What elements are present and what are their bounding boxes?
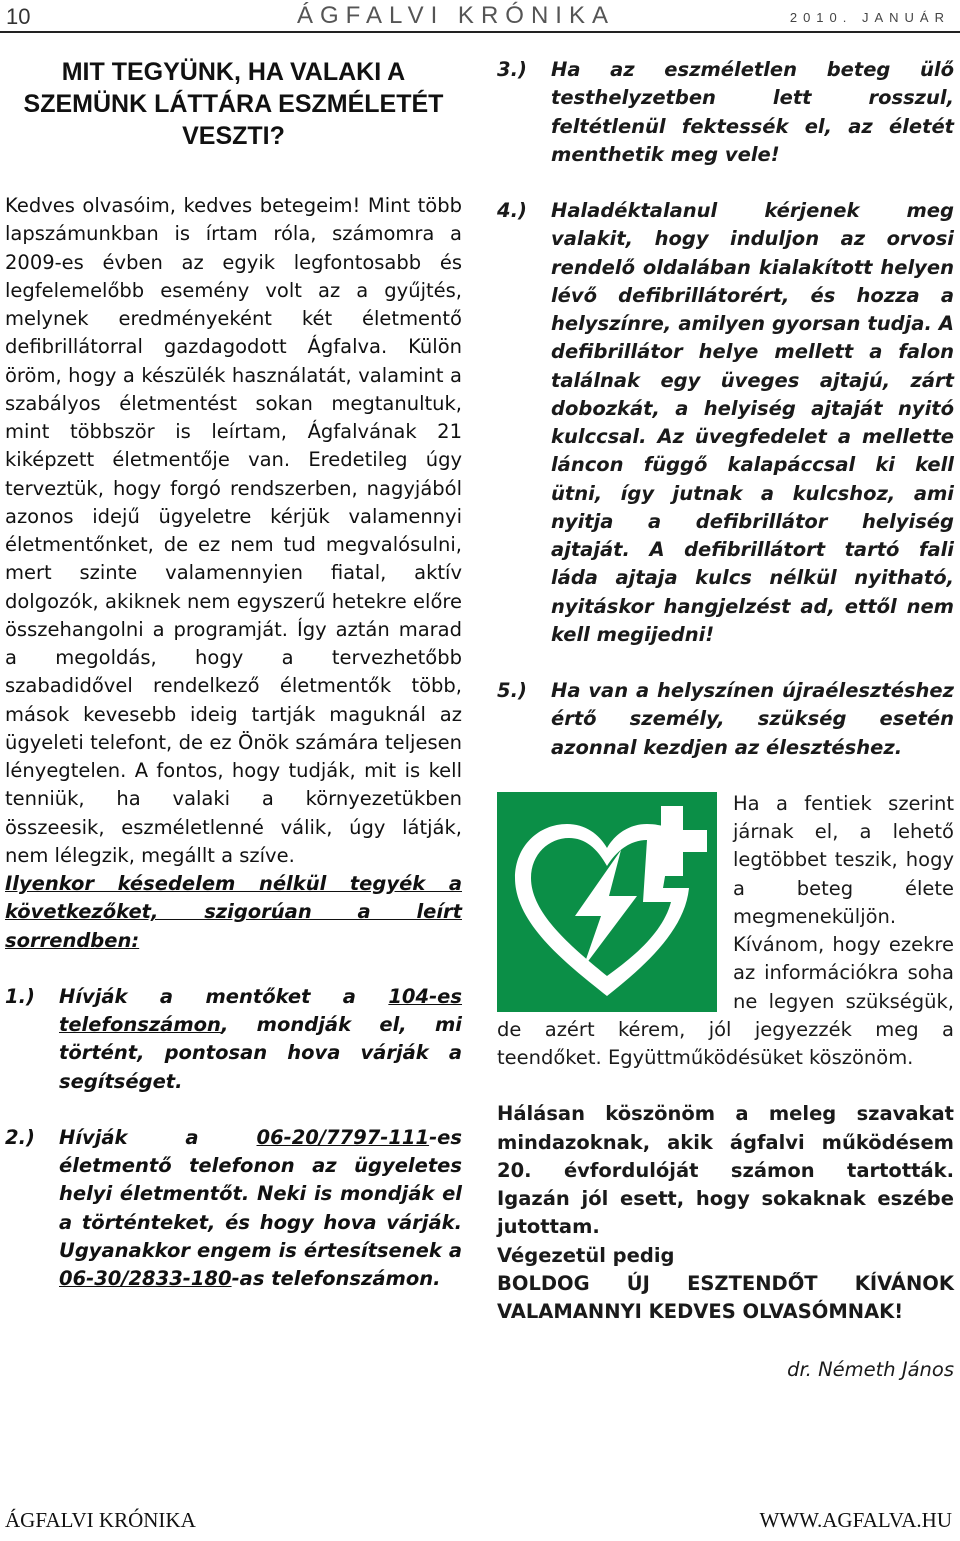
- lifesaver-phone: 06-20/7797-111: [256, 1125, 430, 1149]
- step-number: 1.): [5, 984, 35, 1008]
- aed-symbol: [497, 792, 717, 1012]
- step-5: [497, 677, 954, 762]
- step-2: [5, 1124, 462, 1294]
- step-number: 2.): [5, 1125, 35, 1149]
- emphasis-instruction: Ilyenkor késedelem nélkül tegyék a következőket, szigorúan a leírt sorrendben:: [5, 872, 462, 952]
- aed-figure: [497, 792, 717, 1012]
- left-column: [5, 50, 462, 1293]
- step-text: [59, 983, 462, 1096]
- author-signature: dr. Németh János: [787, 1358, 954, 1382]
- thanks-paragraph: Hálásan köszönöm a meleg szavakat mindazoknak, akik ágfalvi működésem 20. évfordulóját számon tartották. Igazán jól esett, hogy sokaknak eszébe jutottam.: [497, 1102, 954, 1239]
- step-text: Ha van a helyszínen újraélesztéshez értő személy, szükség esetén azonnal kezdjen az élesztéshez.: [551, 679, 954, 759]
- step-1: [5, 983, 462, 1096]
- step-3: [497, 56, 954, 169]
- footer-website-link[interactable]: WWW.AGFALVA.HU: [759, 1508, 952, 1532]
- doctor-phone: 06-30/2833-180: [59, 1267, 232, 1290]
- step-text: Ha az eszméletlen beteg ülő testhelyzetben lett rosszul, feltétlenül fektessék el, az életét menthetik meg vele!: [551, 58, 954, 166]
- thanks-block: [497, 1100, 954, 1326]
- ambulance-phone: 104-es telefonszámon: [59, 984, 462, 1036]
- aed-heart-lightning-cross-icon: [497, 792, 717, 1012]
- step-number: 3.): [497, 58, 527, 81]
- page-number: 10: [6, 4, 31, 29]
- page-header: [0, 0, 960, 34]
- issue-date: 2010. JANUÁR: [789, 10, 950, 25]
- step-text-part: -es életmentő telefonon az ügyeletes helyi életmentőt. Neki is mondják el a történteket, és hogy hova várják. Ugyanakkor engem is értesítsenek a: [59, 1125, 462, 1262]
- closing-paragraph: Ha a fentiek szerint járnak el, a lehető legtöbbet teszik, hogy a beteg élete megmeneküljön. Kívánom, hogy ezekre az információkra soha ne legyen szükségük, de azért kérem, jól jegyezzék meg a teendőket. Együttműködésüket köszönöm.: [497, 791, 954, 1069]
- article-title: MIT TEGYÜNK, HA VALAKI A SZEMÜNK LÁTTÁRA ESZMÉLETÉT VESZTI?: [23, 58, 444, 150]
- step-text-part: , mondják el, mi történt, pontosan hova várják a segítséget.: [59, 1013, 462, 1093]
- step-text-part: -as telefonszámon.: [231, 1267, 441, 1290]
- publication-title: ÁGFALVI KRÓNIKA: [297, 2, 615, 29]
- step-text-part: Hívják a mentőket a: [59, 984, 389, 1008]
- intro-paragraph: Kedves olvasóim, kedves betegeim! Mint több lapszámunkban is írtam róla, számomra a 2009-es évben az egyik legfontosabb és legfelemelőbb esemény volt az a gyűjtés, melynek eredményeként két életmentő defibrillátorral gazdagodott Ágfalva. Külön öröm, hogy a készülék használatát, valamint a szabályos életmentést sokan megtanultuk, mint többször is leírtam, Ágfalvának 21 kiképzett életmentője van. Eredetileg úgy terveztük, hogy forgó rendszerben, nagyjából azonos idejű ügyeletre kérjük valamennyi életmentőnket, de ez nem tud megvalósulni, mert szinte valamennyien fiatal, aktív dolgozók, akiknek nem egyszerű hetekre előre összehangolni a programját. Így aztán marad a megoldás, hogy a tervezhetőbb szabadidővel rendelkező életmentők több, mások kevesebb ideig tartják maguknál az ügyeleti telefont, de ez Önök számára teljesen lényegtelen. A fontos, hogy tudják, mit is kell tenniük, ha valaki a környezetükben összeesik, eszméletlenné válik, úgy látják, nem lélegzik, megállt a szíve.: [5, 194, 462, 867]
- step-number: 5.): [497, 679, 527, 702]
- finally-line: Végezetül pedig: [497, 1243, 675, 1267]
- new-year-wish: BOLDOG ÚJ ESZTENDŐT KÍVÁNOK VALAMANNYI KEDVES OLVASÓMNAK!: [497, 1271, 954, 1323]
- step-text: Haladéktalanul kérjenek meg valakit, hogy induljon az orvosi rendelő oldalában kialakított helyen lévő defibrillátorért, és hozza a helyszínre, amilyen gyorsan tudja. A defibrillátor helye mellett a falon találnak egy üveges ajtajú, zárt dobozkát, a helyiség ajtaját nyitó kulccsal. Az üvegfedelet a mellette láncon függő kalapáccsal ki kell ütni, így jutnak a kulcshoz, ami nyitja a defibrillátor helyiség ajtaját. A defibrillátort tartó fali láda ajtaja kulcs nélkül nyitható, nyitáskor hangjelzést ad, ettől nem kell megijedni!: [551, 199, 954, 646]
- step-text-part: Hívják a: [59, 1125, 257, 1149]
- right-column: [497, 50, 954, 1385]
- step-number: 4.): [497, 199, 527, 222]
- step-text: [59, 1124, 462, 1294]
- header-divider: [0, 31, 960, 33]
- footer-publication: ÁGFALVI KRÓNIKA: [5, 1508, 196, 1532]
- closing-block: [497, 790, 954, 1073]
- step-4: [497, 197, 954, 649]
